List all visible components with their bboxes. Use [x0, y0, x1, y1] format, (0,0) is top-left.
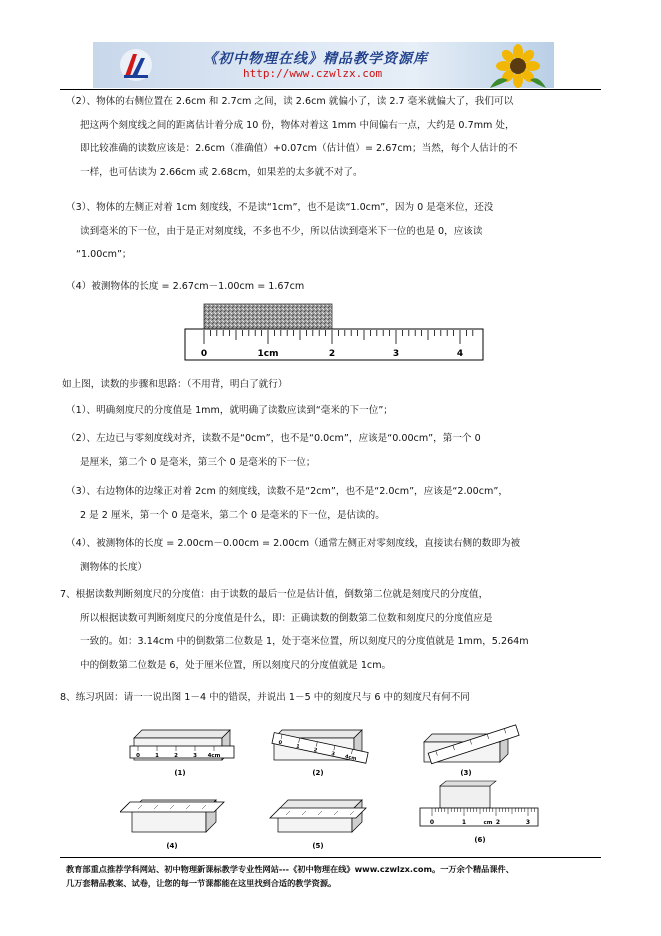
- ruler-label: 3: [193, 753, 197, 759]
- figure-caption: (6): [474, 836, 486, 844]
- ruler-label: 3: [525, 819, 531, 826]
- text-line: （3）、右边物体的边缘正对着 2cm 的刻度线，读数不是“2cm”，也不是“2.0cm”，应该是“2.00cm”，: [66, 486, 508, 497]
- figure-caption: (4): [166, 842, 178, 850]
- text-line: （4）被测物体的长度 = 2.67cm－1.00cm = 1.67cm: [66, 281, 305, 292]
- ruler-label: 0: [200, 349, 208, 359]
- ruler-label: 0: [429, 819, 435, 826]
- figure-5: [270, 800, 366, 850]
- step-1: [66, 399, 393, 423]
- figure-caption: (3): [460, 769, 472, 777]
- text-line: 如上图，读数的步骤和思路：（不用背，明白了就行）: [62, 379, 288, 390]
- ruler-label: 3: [392, 349, 400, 359]
- text-line: （1）、明确刻度尺的分度值是 1mm，就明确了读数应读到“毫米的下一位”；: [66, 405, 393, 416]
- ruler-label: 0: [277, 739, 283, 747]
- step-3: [66, 480, 508, 527]
- ruler-label: 2: [313, 747, 318, 754]
- figure-1: [130, 730, 234, 777]
- text-line: 中的倒数第二位数是 6，处于厘米位置，所以刻度尺的分度值就是 1cm。: [80, 659, 392, 671]
- measured-object: [204, 304, 332, 329]
- section-7: [60, 583, 529, 677]
- ruler-label: 3: [330, 750, 336, 758]
- text-line: “1.00cm”；: [76, 249, 132, 261]
- text-line: 即比较准确的读数应该是：2.6cm（准确值）+0.07cm（估计值）= 2.67cm；当然，每个人估计的不: [80, 143, 518, 155]
- paragraph-step4-result: [66, 275, 304, 299]
- text-line: 是厘米，第二个 0 是毫米，第三个 0 是毫米的下一位；: [80, 456, 316, 468]
- footer-line: 几万套精品教案、试卷，让您的每一节课都能在这里找到合适的教学资源。: [66, 878, 337, 888]
- ruler-label: 0: [136, 753, 140, 759]
- footer-rule: [60, 857, 601, 858]
- paragraph-step2: [66, 90, 518, 184]
- ruler-label: 1: [461, 819, 467, 826]
- ruler-label: 4: [456, 349, 464, 359]
- text-line: 所以根据读数可判断刻度尺的分度值是什么，即：正确读数的倒数第二位数和刻度尺的分度值应是: [80, 612, 493, 624]
- footer-line: 教育部重点推荐学科网站、初中物理新课标教学专业性网站---《初中物理在线》www.czwlzx.com。一万余个精品课件、: [66, 864, 514, 874]
- text-line: （3）、物体的左侧正对着 1cm 刻度线，不是读“1cm”，也不是读“1.0cm”，因为 0 是毫米位，还没: [66, 202, 494, 213]
- ruler-label: 4cm: [344, 753, 357, 763]
- text-line: 把这两个刻度线之间的距离估计着分成 10 份，物体对着这 1mm 中间偏右一点，大约是 0.7mm 处，: [80, 119, 515, 131]
- text-line: 一致的。如：3.14cm 中的倒数第二位数是 1，处于毫米位置，所以刻度尺的分度值就是 1mm，5.264m: [80, 636, 529, 648]
- figure-caption: (5): [312, 842, 324, 850]
- text-line: 读到毫米的下一位，由于是正对刻度线，不多也不少，所以估读到毫米下一位的也是 0，应该读: [80, 225, 483, 237]
- sunflower-icon: [488, 44, 548, 88]
- banner-title: 《初中物理在线》精品教学资源库: [203, 51, 428, 67]
- ruler-label: 2: [328, 349, 336, 359]
- header-banner: [93, 42, 554, 88]
- steps-intro: [62, 373, 287, 397]
- site-logo-icon: [119, 48, 153, 82]
- figure-caption: (1): [174, 769, 186, 777]
- figure-4: [120, 800, 224, 850]
- ruler-label: 1: [295, 743, 301, 751]
- text-line: 测物体的长度）: [80, 561, 148, 573]
- ruler-label: 1cm: [257, 349, 279, 359]
- ruler-label: 2: [174, 753, 178, 759]
- ruler-label: cm: [483, 820, 493, 826]
- ruler-label: 1: [155, 753, 159, 759]
- ruler-label: 4cm: [207, 753, 221, 759]
- text-line: 2 是 2 厘米，第一个 0 是毫米，第二个 0 是毫米的下一位，是估读的。: [80, 509, 385, 521]
- text-line: 7、根据读数判断刻度尺的分度值：由于读数的最后一位是估计值，倒数第二位就是刻度尺的分度值，: [60, 589, 489, 600]
- figure-2: [272, 730, 368, 777]
- ruler-figure: [184, 303, 484, 361]
- figure-6: [420, 781, 538, 844]
- figure-3: [424, 725, 519, 777]
- step-2: [66, 427, 481, 474]
- text-line: （2）、物体的右侧位置在 2.6cm 和 2.7cm 之间，读 2.6cm 就偏小了，读 2.7 毫米就偏大了，我们可以: [66, 96, 514, 107]
- section-8: [60, 686, 470, 710]
- text-line: （4）、被测物体的长度 = 2.00cm－0.00cm = 2.00cm（通常左侧正对零刻度线，直接读右侧的数即为被: [66, 538, 521, 549]
- text-line: 一样，也可估读为 2.66cm 或 2.68cm，如果差的太多就不对了。: [80, 166, 363, 178]
- paragraph-step3: [66, 196, 493, 267]
- figure-caption: (2): [312, 769, 324, 777]
- practice-figures: [120, 722, 540, 850]
- page-footer: [66, 862, 514, 890]
- text-line: 8、练习巩固：请一一说出图 1－4 中的错误，并说出 1－5 中的刻度尺与 6 中的刻度尺有何不同: [60, 692, 470, 703]
- ruler-label: 2: [495, 819, 501, 826]
- banner-url[interactable]: http://www.czwlzx.com: [243, 67, 383, 80]
- text-line: （2）、左边已与零刻度线对齐，读数不是“0cm”，也不是“0.0cm”，应该是“0.00cm”，第一个 0: [66, 433, 481, 444]
- step-4: [66, 532, 520, 579]
